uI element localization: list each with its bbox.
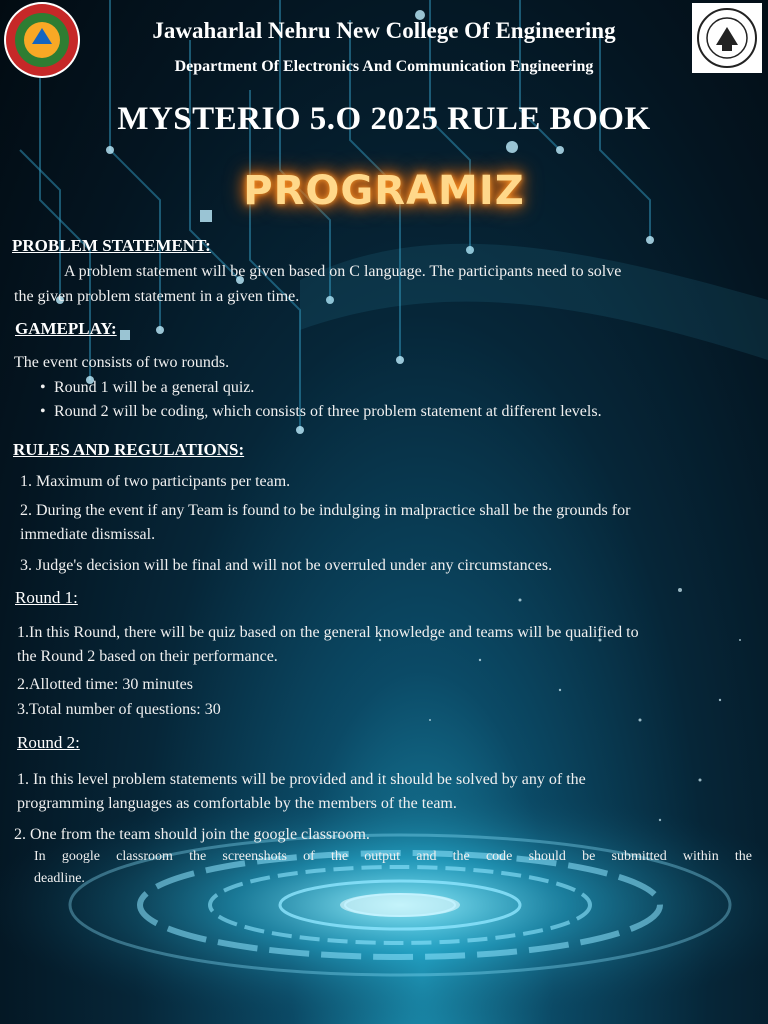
rule-2-line-2: immediate dismissal. [20,526,156,543]
gameplay-heading: GAMEPLAY: [15,319,117,338]
round-2-point-3-line-2: deadline. [34,871,85,886]
rule-3: 3. Judge's decision will be final and will not be overruled under any circumstances. [20,557,553,574]
gameplay-bullet-1: • Round 1 will be a general quiz. [54,379,254,397]
rules-heading: RULES AND REGULATIONS: [13,440,245,459]
rule-1: 1. Maximum of two participants per team. [20,473,291,490]
event-name: PROGRAMIZ [243,168,525,214]
gameplay-bullet-2: • Round 2 will be coding, which consists of three problem statement at different levels. [54,403,602,421]
round-1-heading: Round 1: [15,588,78,607]
round-2-heading: Round 2: [17,733,80,752]
problem-statement-line-1: A problem statement will be given based on C language. The participants need to solve [64,263,622,280]
round-2-point-3-line-1: In google classroom the screenshots of the output and the code should be submitted within the [34,849,752,864]
round-2-point-1-line-1: 1. In this level problem statements will be provided and it should be solved by any of the [17,771,586,788]
department-name: Department Of Electronics And Communication Engineering [174,58,594,75]
round-2-point-1-line-2: programming languages as comfortable by the members of the team. [17,795,457,812]
rule-book-title: MYSTERIO 5.O 2025 RULE BOOK [117,101,651,137]
rule-2-line-1: 2. During the event if any Team is found to be indulging in malpractice shall be the grounds for [20,502,631,519]
round-1-point-1-line-2: the Round 2 based on their performance. [17,648,278,665]
round-1-point-3: 3.Total number of questions: 30 [17,701,221,718]
college-name: Jawaharlal Nehru New College Of Engineering [152,18,616,43]
problem-statement-heading: PROBLEM STATEMENT: [12,236,211,255]
round-1-point-2: 2.Allotted time: 30 minutes [17,676,193,693]
round-1-point-1-line-1: 1.In this Round, there will be quiz based on the general knowledge and teams will be qualified to [17,624,639,641]
round-2-point-2: 2. One from the team should join the google classroom. [14,826,370,843]
gameplay-intro: The event consists of two rounds. [14,354,230,371]
problem-statement-line-2: the given problem statement in a given time. [14,288,300,305]
